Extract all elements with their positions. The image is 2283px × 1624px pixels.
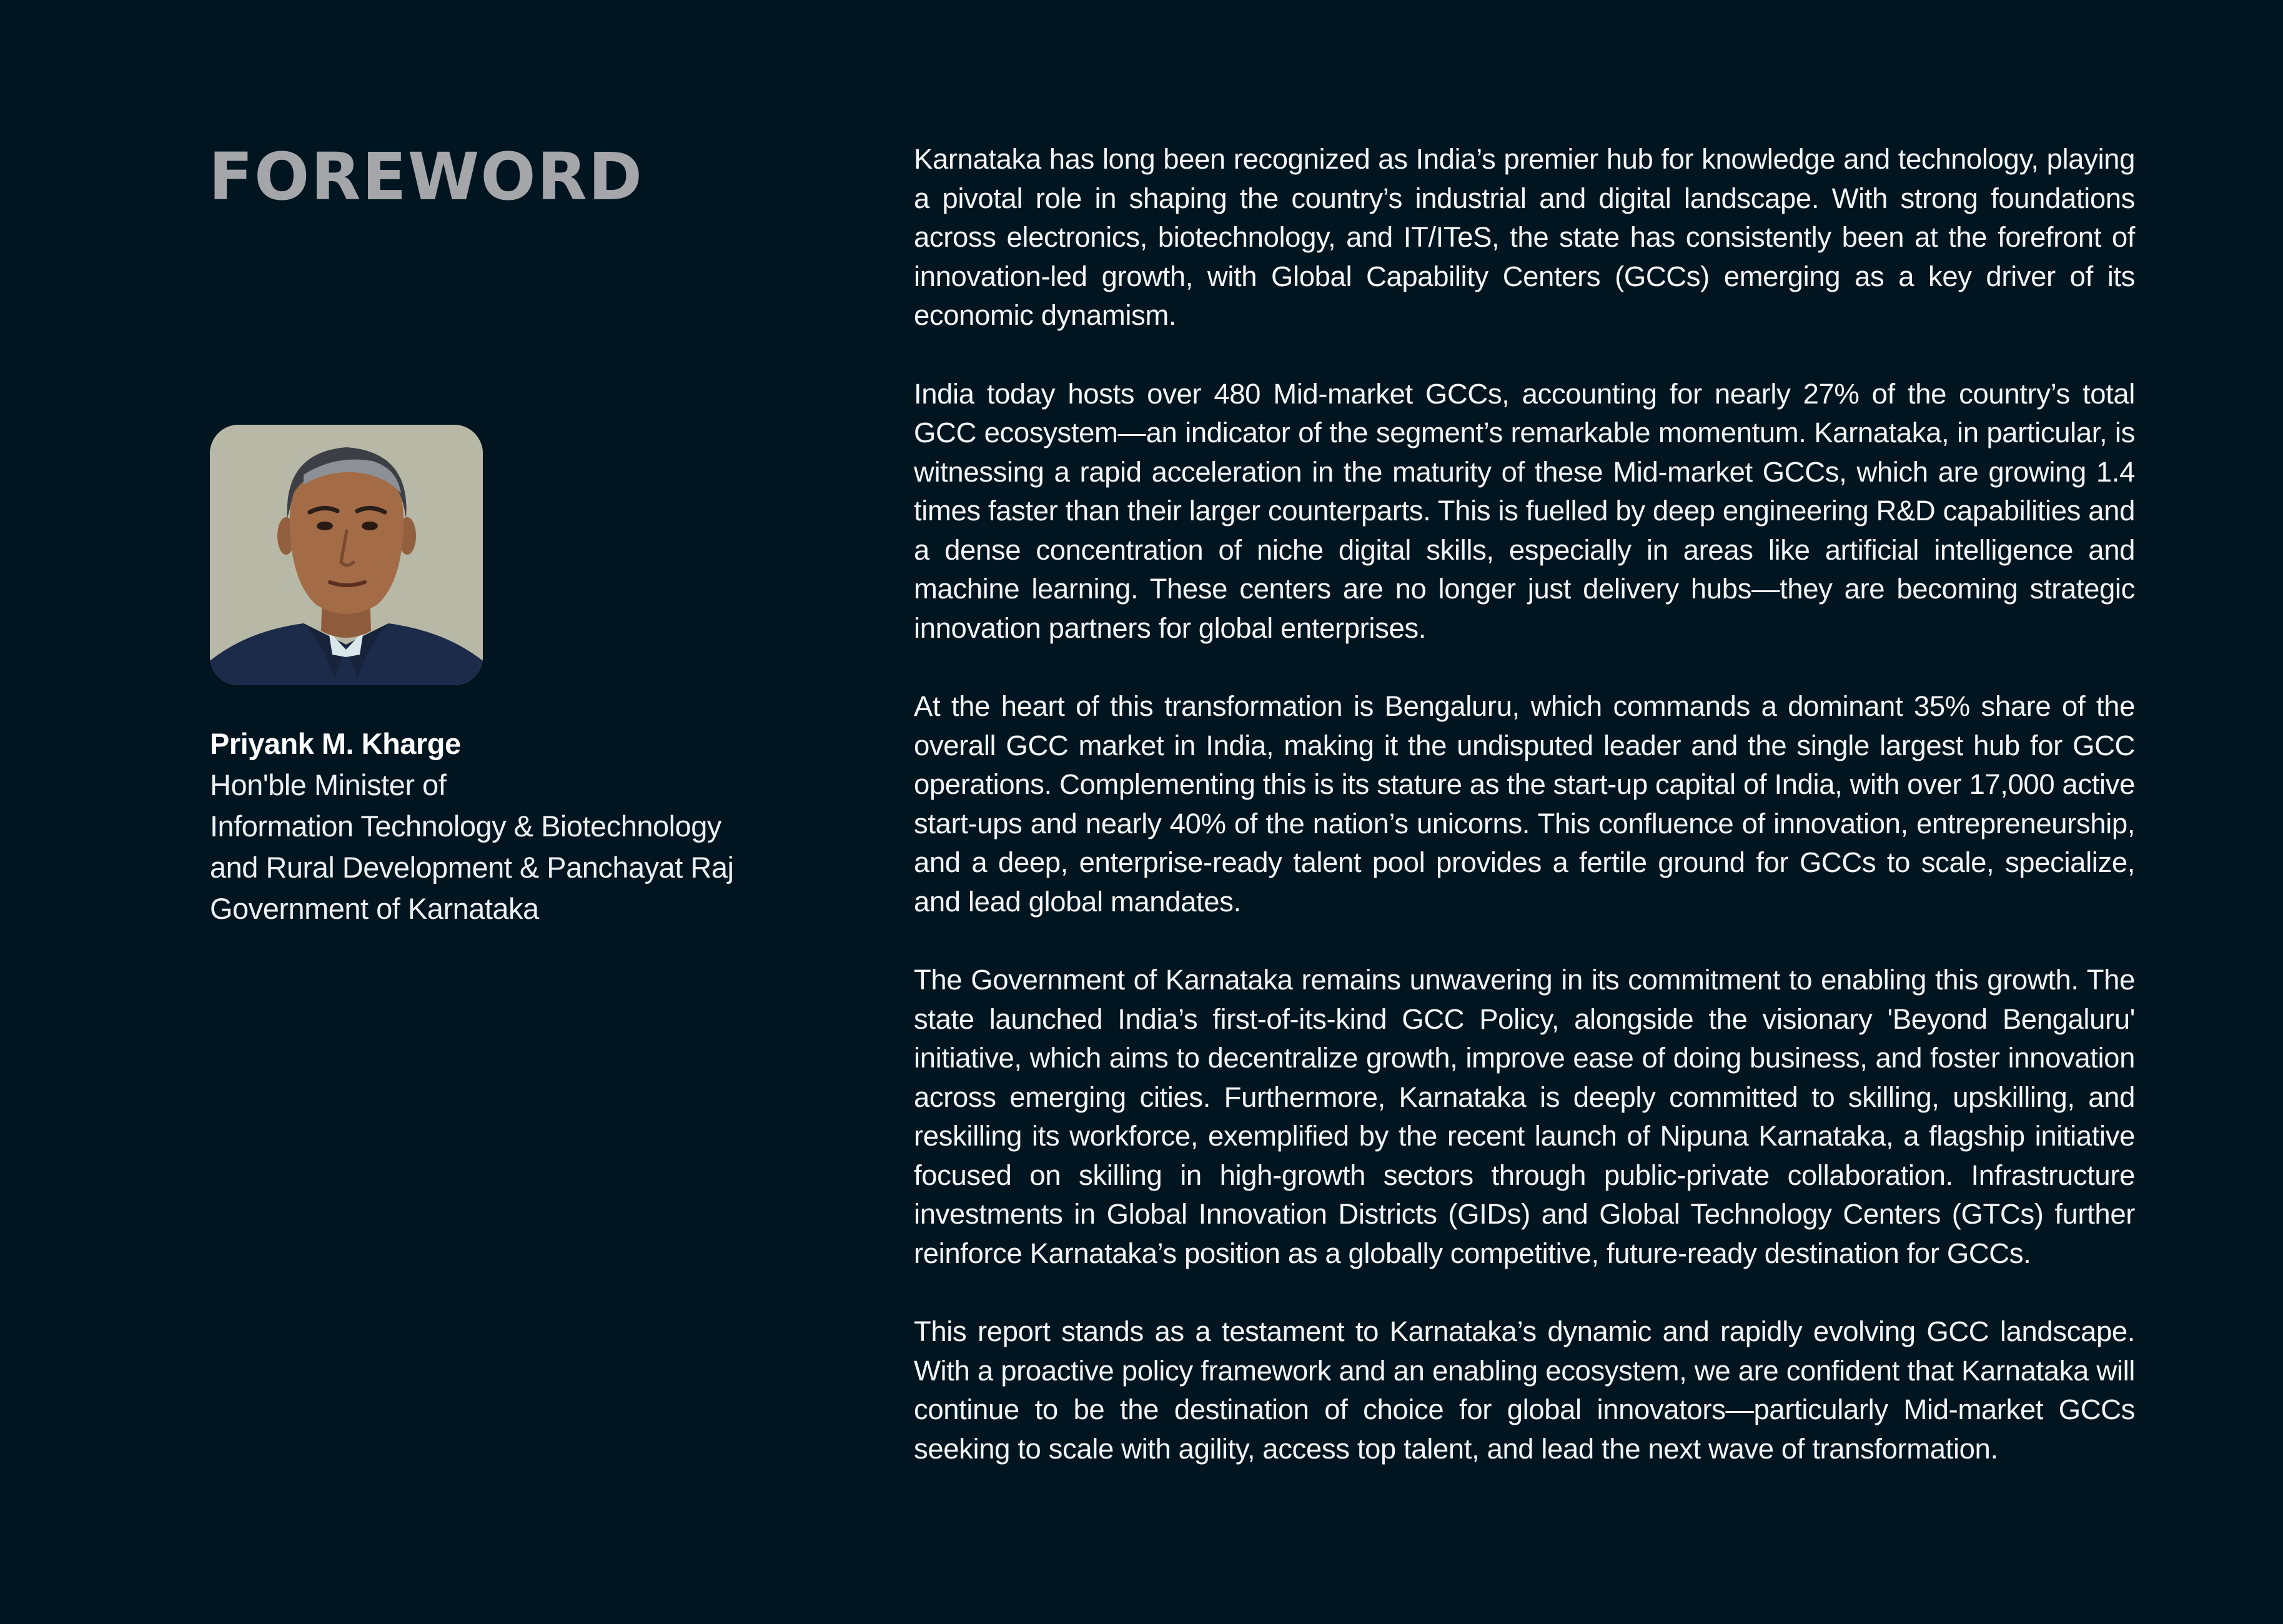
body-paragraph: India today hosts over 480 Mid-market GCCs, accounting for nearly 27% of the country’s total GCC ecosystem—an indicator of the segment’s remarkable momentum. Karnataka, in particular, is witnessing a rapid acceleration in the maturity of these Mid-market GCCs, which are growing 1.4 times faster than their larger counterparts. This is fuelled by deep engineering R&D capabilities and a dense concentration of niche digital skills, especially in areas like artificial intelligence and machine learning. These centers are no longer just delivery hubs—they are becoming strategic innovation partners for global enterprises. xyxy=(914,377,2135,644)
signatory-title-line: Government of Karnataka xyxy=(210,892,539,925)
page-title: FOREWORD xyxy=(209,139,644,215)
portrait-photo xyxy=(210,425,483,685)
signatory-name: Priyank M. Kharge xyxy=(210,727,461,760)
body-paragraph: This report stands as a testament to Karnataka’s dynamic and rapidly evolving GCC landscape. With a proactive policy framework and an enabling ecosystem, we are confident that Karnataka will continue to be the destination of choice for global innovators—particularly Mid-market GCCs seeking to scale with agility, access top talent, and lead the next wave of transformation. xyxy=(914,1315,2135,1465)
signatory-title-line: and Rural Development & Panchayat Raj xyxy=(210,851,734,884)
signatory-title-line: Hon'ble Minister of xyxy=(210,768,447,801)
body-paragraph: At the heart of this transformation is Bengaluru, which commands a dominant 35% share of the overall GCC market in India, making it the undisputed leader and the single largest hub for GCC operations. Complementing this is its stature as the start-up capital of India, with over 17,000 active start-ups and nearly 40% of the nation’s unicorns. This confluence of innovation, entrepreneurship, and a deep, enterprise-ready talent pool provides a fertile ground for GCCs to scale, specialize, and lead global mandates. xyxy=(914,690,2135,918)
foreword-body xyxy=(914,140,2135,1508)
signatory-block xyxy=(210,723,772,929)
portrait-illustration xyxy=(210,425,483,685)
signatory-title-line: Information Technology & Biotechnology xyxy=(210,810,721,843)
body-paragraph: Karnataka has long been recognized as India’s premier hub for knowledge and technology, playing a pivotal role in shaping the country’s industrial and digital landscape. With strong foundations across electronics, biotechnology, and IT/ITeS, the state has consistently been at the forefront of innovation-led growth, with Global Capability Centers (GCCs) emerging as a key driver of its economic dynamism. xyxy=(914,143,2135,331)
body-paragraph: The Government of Karnataka remains unwavering in its commitment to enabling this growth. The state launched India’s first-of-its-kind GCC Policy, alongside the visionary 'Beyond Bengaluru' initiative, which aims to decentralize growth, improve ease of doing business, and foster innovation across emerging cities. Furthermore, Karnataka is deeply committed to skilling, upskilling, and reskilling its workforce, exemplified by the recent launch of Nipuna Karnataka, a flagship initiative focused on skilling in high-growth sectors through public-private collaboration. Infrastructure investments in Global Innovation Districts (GIDs) and Global Technology Centers (GTCs) further reinforce Karnataka’s position as a globally competitive, future-ready destination for GCCs. xyxy=(914,964,2135,1269)
